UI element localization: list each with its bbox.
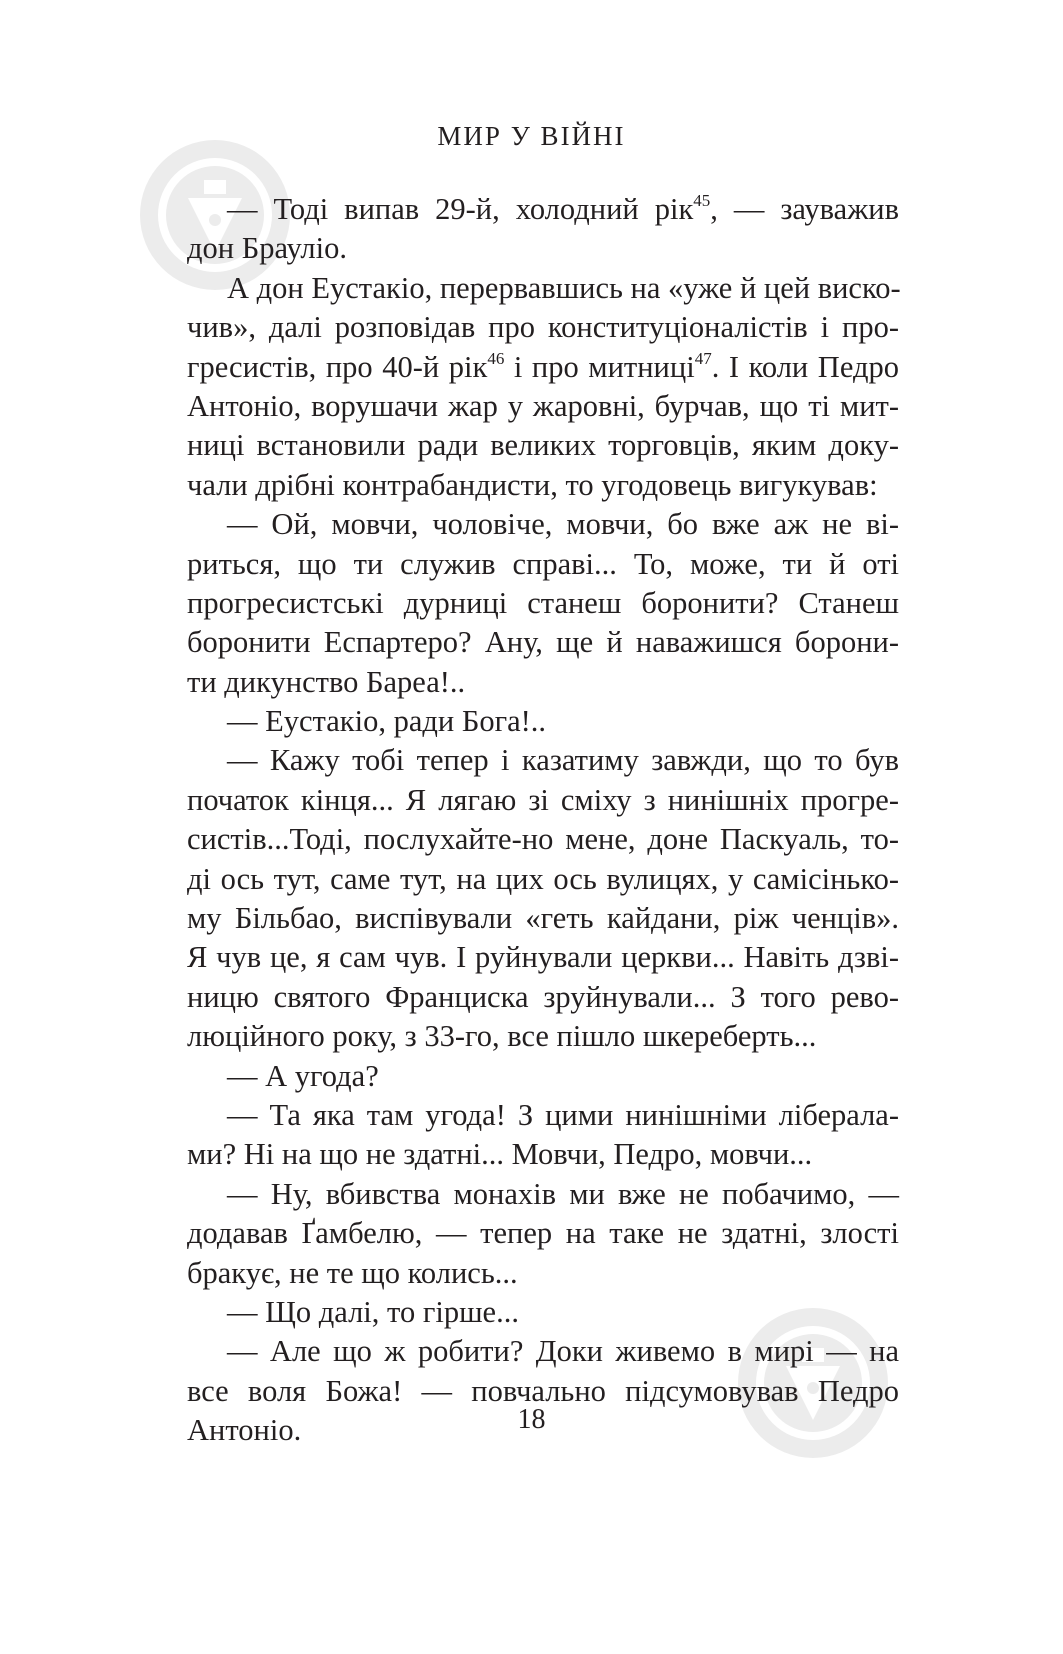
text-line	[187, 899, 899, 938]
text-run: — Та яка там угода! З цими нинішніми ліберала-	[227, 1097, 899, 1132]
text-run: — Ой, мовчи, чоловіче, мовчи, бо вже аж не ві-	[227, 507, 899, 542]
text-line	[187, 1017, 899, 1056]
text-line	[187, 623, 899, 662]
text-run: ниці встановили ради великих торговців, яким доку-	[187, 428, 899, 463]
footnote-ref: 46	[487, 348, 505, 368]
text-line	[187, 1293, 899, 1332]
text-line	[187, 938, 899, 977]
footnote-ref: 45	[693, 191, 711, 210]
text-run: — Але що ж робити? Доки живемо в мирі — на	[227, 1334, 899, 1369]
text-run: А дон Еустакіо, перервавшись на «уже й цей виско-	[227, 270, 901, 305]
text-line	[187, 1214, 899, 1253]
text-run: гресистів, про 40-й рік	[187, 349, 488, 384]
text-line	[187, 387, 899, 426]
text-line	[187, 860, 899, 899]
text-run: бракує, не те що колись...	[187, 1255, 518, 1290]
text-run: — Ну, вбивства монахів ми вже не побачимо, —	[227, 1176, 899, 1211]
footnote-ref: 47	[694, 348, 712, 368]
body-text	[187, 190, 899, 1451]
text-line	[187, 505, 899, 544]
text-run: Я чув це, я сам чув. І руйнували церкви... Навіть дзві-	[187, 940, 899, 975]
text-run: ти дикунство Бареа!..	[187, 664, 466, 699]
text-line	[187, 269, 899, 308]
text-run: , — зауважив	[710, 192, 899, 226]
text-run: все воля Божа! — повчально підсумовував Педро	[187, 1373, 899, 1408]
text-run: систів...Тоді, послухайте-но мене, доне Паскуаль, то-	[187, 822, 899, 857]
text-run: ми? Ні на що не здатні... Мовчи, Педро, мовчи...	[187, 1137, 813, 1172]
text-line	[187, 1254, 899, 1293]
text-run: дон Брауліо.	[187, 231, 347, 266]
text-line	[187, 348, 899, 387]
text-run: початок кінця... Я лягаю зі сміху з нинішніх прогре-	[187, 782, 899, 817]
text-line	[187, 466, 899, 505]
page-number: 18	[517, 1404, 546, 1435]
text-line	[187, 190, 899, 229]
text-line	[187, 426, 899, 465]
text-run: — Що далі, то гірше...	[227, 1294, 519, 1329]
text-run: Антоніо, ворушачи жар у жаровні, бурчав, що ті мит-	[187, 388, 899, 423]
text-run: — Еустакіо, ради Бога!..	[227, 704, 547, 739]
text-run: чив», далі розповідав про конституціоналістів і про-	[187, 310, 899, 345]
text-run: му Більбао, виспівували «геть кайдани, ріж ченців».	[187, 901, 899, 936]
text-line	[187, 584, 899, 623]
text-line	[187, 1096, 899, 1135]
text-run: . І коли Педро	[711, 349, 899, 384]
text-run: Антоніо.	[187, 1413, 302, 1448]
text-run: ницю святого Франциска зруйнували... З того рево-	[187, 979, 899, 1014]
text-line	[187, 702, 899, 741]
text-line	[187, 545, 899, 584]
text-run: — Тоді випав 29-й, холодний рік	[227, 192, 694, 226]
text-run: люційного року, з 33-го, все пішло шкереберть...	[187, 1019, 817, 1054]
text-run: боронити Еспартеро? Ану, ще й наважишся борони-	[187, 625, 899, 660]
text-run: додавав Ґамбелю, — тепер на таке не здатні, злості	[187, 1216, 899, 1251]
running-head: МИР У ВІЙНІ	[437, 121, 626, 151]
text-run: — А угода?	[227, 1058, 379, 1093]
text-run: прогресистські дурниці станеш боронити? Станеш	[187, 585, 899, 620]
text-line	[187, 820, 899, 859]
text-run: риться, що ти служив справі... То, може, ти й оті	[187, 546, 899, 581]
text-line	[187, 781, 899, 820]
text-line	[187, 229, 899, 268]
text-run: чали дрібні контрабандисти, то угодовець вигукував:	[187, 467, 878, 502]
text-run: — Кажу тобі тепер і казатиму завжди, що то був	[227, 743, 899, 778]
text-line	[187, 308, 899, 347]
text-run: ді ось тут, саме тут, на цих ось вулицях, у самісінько-	[187, 861, 899, 896]
text-line	[187, 1332, 899, 1371]
text-line	[187, 978, 899, 1017]
text-line	[187, 663, 899, 702]
text-line	[187, 1175, 899, 1214]
text-line	[187, 1135, 899, 1174]
text-line	[187, 741, 899, 780]
text-line	[187, 1057, 899, 1096]
text-run: і про митниці	[504, 349, 695, 384]
